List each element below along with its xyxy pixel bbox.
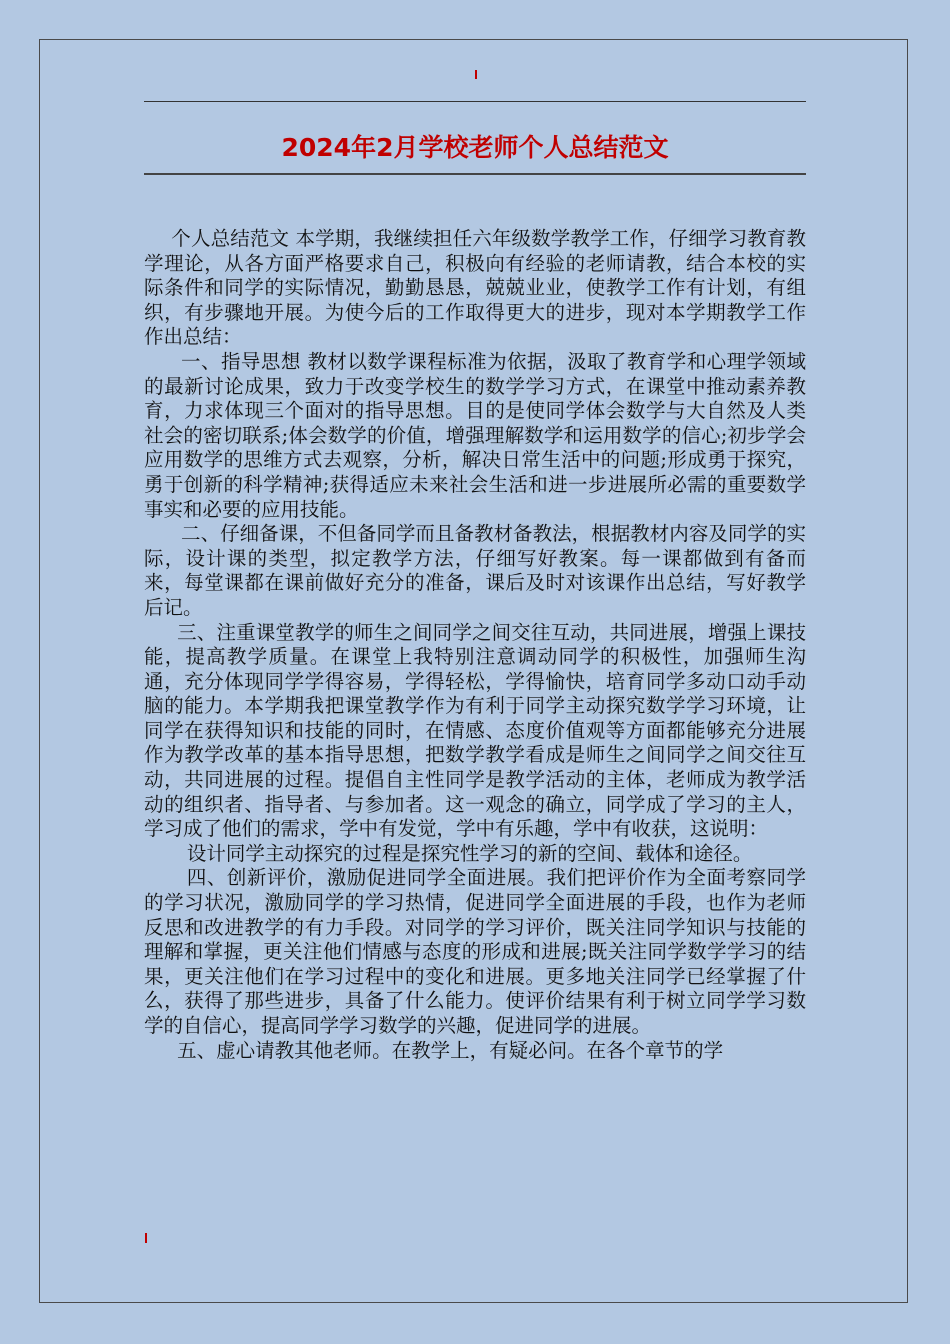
body-paragraph: 五、虚心请教其他老师。在教学上，有疑必问。在各个章节的学 bbox=[177, 1038, 724, 1062]
body-paragraph: 个人总结范文 本学期，我继续担任六年级数学教学工作，仔细学习教育教学理论，从各方面严格要求自己，积极向有经验的老师请教，结合本校的实际条件和同学的实际情况，勤勤恳恳，兢兢业业，使教学工作有计划，有组织，有步骤地开展。为使今后的工作取得更大的进步，现对本学期教学工作作出总结： bbox=[144, 227, 806, 349]
body-paragraph: 三、注重课堂教学的师生之间同学之间交往互动，共同进展，增强上课技能，提高教学质量。在课堂上我特别注意调动同学的积极性，加强师生沟通，充分体现同学学得容易，学得轻松，学得愉快，培育同学多动口动手动脑的能力。本学期我把课堂教学作为有利于同学主动探究数学学习环境，让同学在获得知识和技能的同时，在情感、态度价值观等方面都能够充分进展作为教学改革的基本指导思想，把数学教学看成是师生之间同学之间交往互动，共同进展的过程。提倡自主性同学是教学活动的主体，老师成为教学活动的组织者、指导者、与参加者。这一观念的确立，同学成了学习的主人，学习成了他们的需求，学中有发觉，学中有乐趣，学中有收获，这说明： bbox=[144, 620, 806, 841]
footer-cursor-mark bbox=[145, 1233, 147, 1243]
header-rule bbox=[144, 101, 806, 102]
body-paragraph: 一、指导思想 教材以数学课程标准为依据，汲取了教育学和心理学领域的最新讨论成果，致力于改变学校生的数学学习方式，在课堂中推动素养教育，力求体现三个面对的指导思想。目的是使同学体会数学与大自然及人类社会的密切联系;体会数学的价值，增强理解数学和运用数学的信心;初步学会应用数学的思维方式去观察，分析，解决日常生活中的问题;形成勇于探究，勇于创新的科学精神;获得适应未来社会生活和进一步进展所必需的重要数学事实和必要的应用技能。 bbox=[144, 349, 806, 521]
title-underline bbox=[144, 173, 806, 175]
header-cursor-mark bbox=[475, 70, 477, 79]
document-body bbox=[144, 227, 806, 1237]
body-paragraph: 设计同学主动探究的过程是探究性学习的新的空间、载体和途径。 bbox=[186, 841, 753, 865]
body-paragraph: 四、创新评价，激励促进同学全面进展。我们把评价作为全面考察同学的学习状况，激励同学的学习热情，促进同学全面进展的手段，也作为老师反思和改进教学的有力手段。对同学的学习评价，既关注同学知识与技能的理解和掌握，更关注他们情感与态度的形成和进展;既关注同学数学学习的结果，更关注他们在学习过程中的变化和进展。更多地关注同学已经掌握了什么，获得了那些进步，具备了什么能力。使评价结果有利于树立同学学习数学的自信心，提高同学学习数学的兴趣，促进同学的进展。 bbox=[144, 866, 806, 1037]
document-title: 2024年2月学校老师个人总结范文 bbox=[281, 133, 669, 162]
body-paragraph: 二、仔细备课，不但备同学而且备教材备教法，根据教材内容及同学的实际，设计课的类型，拟定教学方法，仔细写好教案。每一课都做到有备而来，每堂课都在课前做好充分的准备，课后及时对该课作出总结，写好教学后记。 bbox=[144, 522, 806, 619]
